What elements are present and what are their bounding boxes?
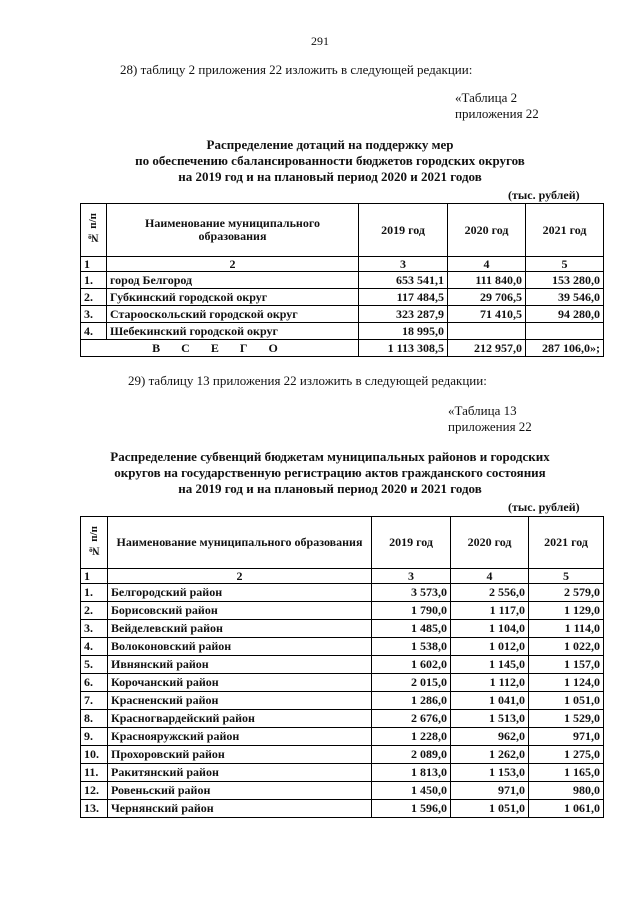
header-name: Наименование муниципального образования [107, 204, 359, 257]
index-cell: 1 [81, 257, 107, 272]
table-row [81, 306, 604, 323]
row-name: Красненский район [108, 692, 372, 710]
row-name: Ровеньский район [108, 782, 372, 800]
table-2-title-line3: на 2019 год и на плановый период 2020 и 2021 годов [178, 169, 482, 184]
row-name: Чернянский район [108, 800, 372, 818]
header-2019: 2019 год [359, 204, 448, 257]
table-row [81, 746, 604, 764]
value-2019: 117 484,5 [359, 289, 448, 306]
index-cell: 3 [359, 257, 448, 272]
row-number: 9. [81, 728, 108, 746]
value-2021: 1 275,0 [529, 746, 604, 764]
value-2021: 1 061,0 [529, 800, 604, 818]
value-2019: 1 450,0 [372, 782, 451, 800]
row-number: 11. [81, 764, 108, 782]
row-name: Волоконовский район [108, 638, 372, 656]
total-row [81, 340, 604, 357]
index-cell: 5 [526, 257, 604, 272]
value-2021: 2 579,0 [529, 584, 604, 602]
value-2021: 94 280,0 [526, 306, 604, 323]
row-number: 12. [81, 782, 108, 800]
table-2-title-line1: Распределение дотаций на поддержку мер [206, 137, 454, 152]
table-13-title-line3: на 2019 год и на плановый период 2020 и 2021 годов [178, 481, 482, 496]
value-2021: 971,0 [529, 728, 604, 746]
table-2-ref-line2: приложения 22 [455, 106, 539, 121]
index-cell: 5 [529, 569, 604, 584]
value-2020: 962,0 [451, 728, 529, 746]
index-cell: 4 [451, 569, 529, 584]
value-2019: 2 015,0 [372, 674, 451, 692]
table-13-title-line1: Распределение субвенций бюджетам муниципальных районов и городских [110, 449, 550, 464]
row-number: 13. [81, 800, 108, 818]
value-2019: 1 228,0 [372, 728, 451, 746]
index-cell: 2 [108, 569, 372, 584]
table-13-ref-line2: приложения 22 [448, 419, 532, 434]
header-2021: 2021 год [529, 517, 604, 569]
header-2019: 2019 год [372, 517, 451, 569]
table-2-ref-line1: «Таблица 2 [455, 90, 518, 105]
value-2020: 1 012,0 [451, 638, 529, 656]
row-name: Ракитянский район [108, 764, 372, 782]
row-name: Борисовский район [108, 602, 372, 620]
row-name: Ивнянский район [108, 656, 372, 674]
value-2019: 2 676,0 [372, 710, 451, 728]
table-row [81, 782, 604, 800]
table-row [81, 710, 604, 728]
table-13-ref-line1: «Таблица 13 [448, 403, 517, 418]
value-2021 [526, 323, 604, 340]
table-header-row [81, 517, 604, 569]
table-row [81, 602, 604, 620]
table-row [81, 674, 604, 692]
table-2-units: (тыс. рублей) [508, 188, 580, 202]
row-number: 4. [81, 638, 108, 656]
table-row [81, 728, 604, 746]
value-2020: 1 262,0 [451, 746, 529, 764]
index-cell: 2 [107, 257, 359, 272]
row-name: город Белгород [107, 272, 359, 289]
subsidies-table-2 [80, 203, 604, 357]
header-num: № п/п [81, 204, 107, 257]
value-2019: 3 573,0 [372, 584, 451, 602]
page-number: 291 [311, 34, 329, 48]
value-2019: 1 790,0 [372, 602, 451, 620]
value-2020: 1 104,0 [451, 620, 529, 638]
table-row [81, 323, 604, 340]
value-2021: 1 529,0 [529, 710, 604, 728]
value-2019: 1 538,0 [372, 638, 451, 656]
row-name: Корочанский район [108, 674, 372, 692]
header-num: № п/п [81, 517, 108, 569]
row-name: Губкинский городской округ [107, 289, 359, 306]
value-2021: 1 051,0 [529, 692, 604, 710]
value-2021: 1 124,0 [529, 674, 604, 692]
table-row [81, 272, 604, 289]
value-2021: 1 165,0 [529, 764, 604, 782]
header-2020: 2020 год [448, 204, 526, 257]
value-2021: 153 280,0 [526, 272, 604, 289]
value-2019: 1 596,0 [372, 800, 451, 818]
value-2019: 1 286,0 [372, 692, 451, 710]
value-2019: 18 995,0 [359, 323, 448, 340]
header-2020: 2020 год [451, 517, 529, 569]
table-row [81, 638, 604, 656]
table-row [81, 692, 604, 710]
index-cell: 1 [81, 569, 108, 584]
row-name: Прохоровский район [108, 746, 372, 764]
table-row [81, 656, 604, 674]
value-2020: 2 556,0 [451, 584, 529, 602]
value-2020: 971,0 [451, 782, 529, 800]
total-2021: 287 106,0»; [526, 340, 604, 357]
value-2020: 1 117,0 [451, 602, 529, 620]
value-2019: 1 813,0 [372, 764, 451, 782]
value-2021: 980,0 [529, 782, 604, 800]
header-2021: 2021 год [526, 204, 604, 257]
value-2020 [448, 323, 526, 340]
row-number: 2. [81, 602, 108, 620]
value-2019: 2 089,0 [372, 746, 451, 764]
row-number: 7. [81, 692, 108, 710]
column-index-row [81, 257, 604, 272]
value-2019: 653 541,1 [359, 272, 448, 289]
row-number: 3. [81, 306, 107, 323]
table-2-title-line2: по обеспечению сбалансированности бюджетов городских округов [135, 153, 525, 168]
row-number: 4. [81, 323, 107, 340]
value-2020: 1 145,0 [451, 656, 529, 674]
value-2020: 71 410,5 [448, 306, 526, 323]
row-number: 6. [81, 674, 108, 692]
row-number: 3. [81, 620, 108, 638]
table-header-row [81, 204, 604, 257]
row-name: Старооскольский городской округ [107, 306, 359, 323]
row-name: Белгородский район [108, 584, 372, 602]
subventions-table-13 [80, 516, 604, 818]
value-2021: 1 129,0 [529, 602, 604, 620]
total-label: В С Е Г О [81, 340, 359, 357]
row-number: 1. [81, 584, 108, 602]
row-name: Вейделевский район [108, 620, 372, 638]
header-name: Наименование муниципального образования [108, 517, 372, 569]
value-2021: 39 546,0 [526, 289, 604, 306]
table-row [81, 800, 604, 818]
row-number: 2. [81, 289, 107, 306]
value-2020: 29 706,5 [448, 289, 526, 306]
table-13-units: (тыс. рублей) [508, 500, 580, 514]
value-2020: 1 153,0 [451, 764, 529, 782]
value-2020: 1 051,0 [451, 800, 529, 818]
value-2020: 1 513,0 [451, 710, 529, 728]
total-2020: 212 957,0 [448, 340, 526, 357]
value-2021: 1 022,0 [529, 638, 604, 656]
index-cell: 3 [372, 569, 451, 584]
row-name: Краснояружский район [108, 728, 372, 746]
table-row [81, 584, 604, 602]
row-number: 10. [81, 746, 108, 764]
value-2019: 1 485,0 [372, 620, 451, 638]
value-2020: 1 112,0 [451, 674, 529, 692]
row-name: Красногвардейский район [108, 710, 372, 728]
row-number: 1. [81, 272, 107, 289]
row-name: Шебекинский городской округ [107, 323, 359, 340]
value-2020: 1 041,0 [451, 692, 529, 710]
value-2020: 111 840,0 [448, 272, 526, 289]
value-2021: 1 114,0 [529, 620, 604, 638]
row-number: 8. [81, 710, 108, 728]
value-2019: 323 287,9 [359, 306, 448, 323]
column-index-row [81, 569, 604, 584]
index-cell: 4 [448, 257, 526, 272]
table-row [81, 620, 604, 638]
table-row [81, 289, 604, 306]
instruction-29: 29) таблицу 13 приложения 22 изложить в следующей редакции: [128, 373, 487, 388]
table-row [81, 764, 604, 782]
total-2019: 1 113 308,5 [359, 340, 448, 357]
value-2021: 1 157,0 [529, 656, 604, 674]
instruction-28: 28) таблицу 2 приложения 22 изложить в следующей редакции: [120, 62, 473, 77]
row-number: 5. [81, 656, 108, 674]
value-2019: 1 602,0 [372, 656, 451, 674]
table-13-title-line2: округов на государственную регистрацию актов гражданского состояния [114, 465, 546, 480]
